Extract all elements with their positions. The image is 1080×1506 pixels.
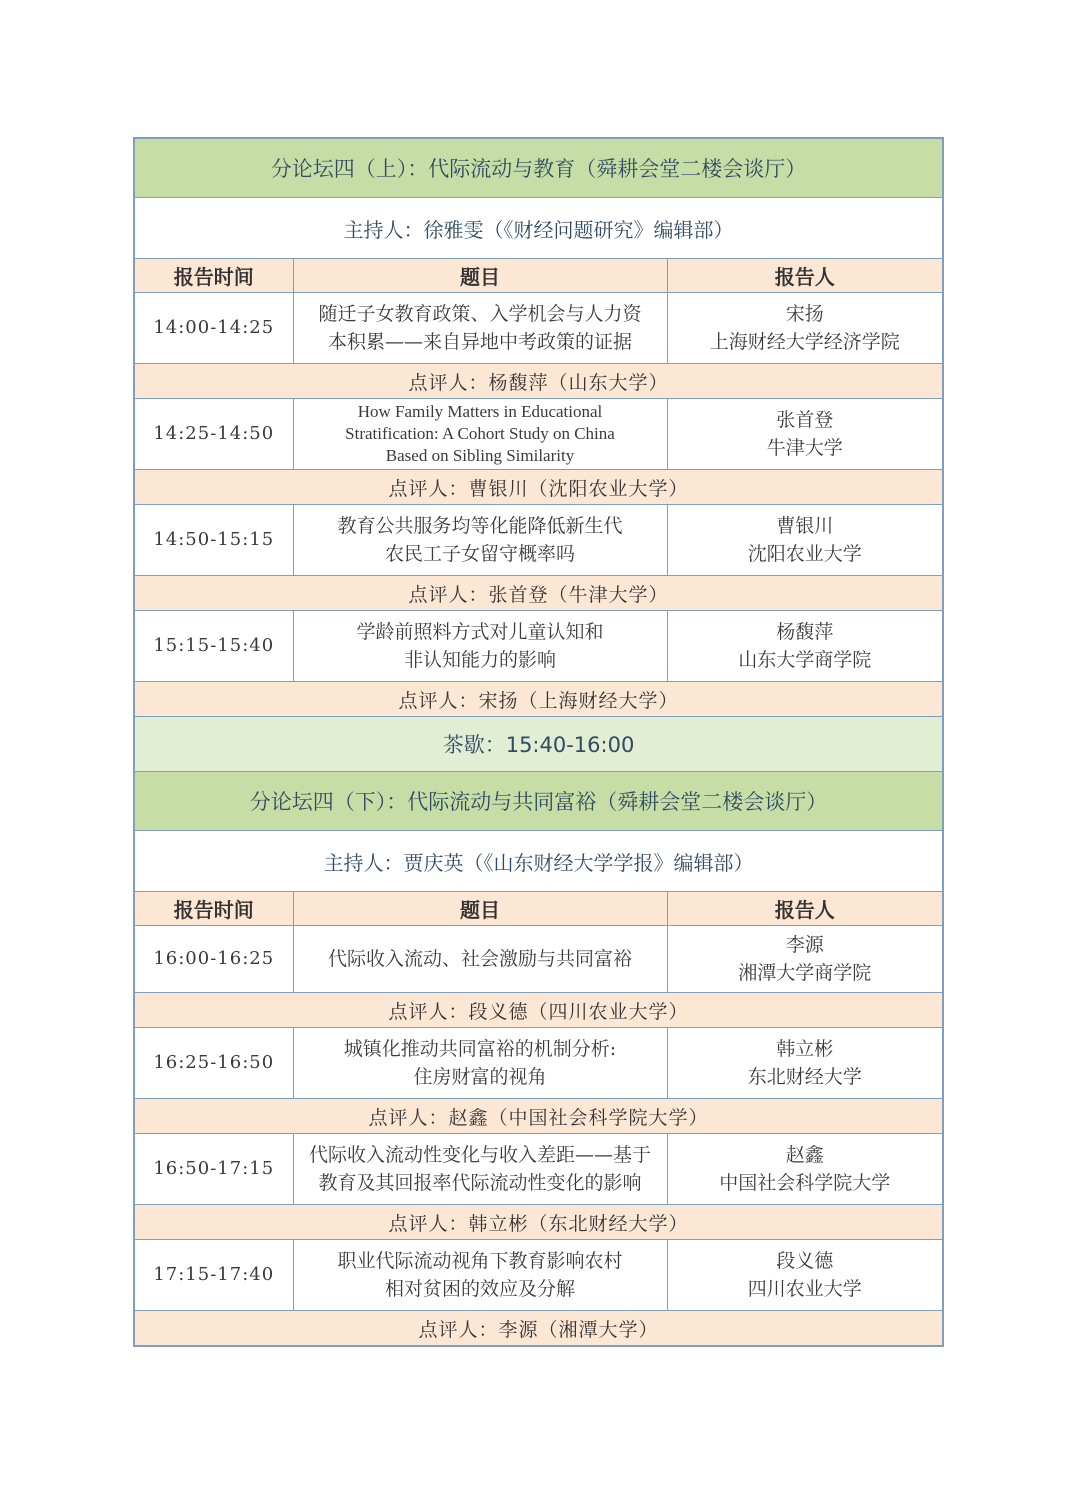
talk-row — [134, 1240, 943, 1311]
talk-title: 职业代际流动视角下教育影响农村 相对贫困的效应及分解 — [293, 1240, 667, 1311]
host-row — [134, 198, 943, 259]
talk-title: 代际收入流动性变化与收入差距——基于 教育及其回报率代际流动性变化的影响 — [293, 1134, 667, 1205]
speaker-name: 张首登 — [776, 409, 834, 431]
column-header-row — [134, 259, 943, 293]
talk-time: 14:25-14:50 — [134, 399, 293, 470]
tea-break: 茶歇：15:40-16:00 — [134, 717, 943, 772]
talk-title: 城镇化推动共同富裕的机制分析: 住房财富的视角 — [293, 1028, 667, 1099]
tea-break-row — [134, 717, 943, 772]
reviewer-row — [134, 576, 943, 611]
speaker-name: 李源 — [785, 934, 824, 956]
header-speaker: 报告人 — [667, 259, 943, 293]
talk-speaker — [667, 1240, 943, 1311]
talk-time: 16:50-17:15 — [134, 1134, 293, 1205]
forum-title-row — [134, 772, 943, 831]
talk-time: 15:15-15:40 — [134, 611, 293, 682]
speaker-name: 宋扬 — [785, 303, 824, 325]
header-time: 报告时间 — [134, 259, 293, 293]
talk-speaker — [667, 926, 943, 993]
reviewer-row — [134, 993, 943, 1028]
speaker-name: 赵鑫 — [785, 1144, 824, 1166]
talk-title: 教育公共服务均等化能降低新生代 农民工子女留守概率吗 — [293, 505, 667, 576]
speaker-affiliation: 山东大学商学院 — [738, 649, 872, 671]
forum-title: 分论坛四（上）：代际流动与教育（舜耕会堂二楼会谈厅） — [134, 138, 943, 198]
talk-speaker — [667, 399, 943, 470]
speaker-name: 韩立彬 — [776, 1038, 834, 1060]
speaker-affiliation: 牛津大学 — [766, 437, 843, 459]
header-speaker: 报告人 — [667, 892, 943, 926]
forum-title-row — [134, 138, 943, 198]
talk-title: 随迁子女教育政策、入学机会与人力资 本积累——来自异地中考政策的证据 — [293, 293, 667, 364]
reviewer-row — [134, 1205, 943, 1240]
reviewer-row — [134, 1099, 943, 1134]
speaker-affiliation: 东北财经大学 — [747, 1066, 862, 1088]
talk-row — [134, 293, 943, 364]
header-topic: 题目 — [293, 892, 667, 926]
schedule-table — [133, 137, 944, 1347]
reviewer: 点评人：段义德（四川农业大学） — [134, 993, 943, 1028]
talk-speaker — [667, 1028, 943, 1099]
host-row — [134, 831, 943, 892]
forum-title: 分论坛四（下）：代际流动与共同富裕（舜耕会堂二楼会谈厅） — [134, 772, 943, 831]
reviewer-row — [134, 682, 943, 717]
talk-speaker — [667, 1134, 943, 1205]
host-name: 主持人：贾庆英（《山东财经大学学报》编辑部） — [134, 831, 943, 892]
header-time: 报告时间 — [134, 892, 293, 926]
reviewer: 点评人：宋扬（上海财经大学） — [134, 682, 943, 717]
talk-row — [134, 399, 943, 470]
talk-time: 16:25-16:50 — [134, 1028, 293, 1099]
reviewer: 点评人：张首登（牛津大学） — [134, 576, 943, 611]
reviewer-row — [134, 364, 943, 399]
talk-time: 17:15-17:40 — [134, 1240, 293, 1311]
speaker-affiliation: 四川农业大学 — [747, 1278, 862, 1300]
speaker-name: 曹银川 — [776, 515, 834, 537]
talk-time: 16:00-16:25 — [134, 926, 293, 993]
reviewer-row — [134, 1311, 943, 1347]
talk-time: 14:50-15:15 — [134, 505, 293, 576]
speaker-affiliation: 沈阳农业大学 — [747, 543, 862, 565]
talk-time: 14:00-14:25 — [134, 293, 293, 364]
talk-row — [134, 611, 943, 682]
talk-row — [134, 1028, 943, 1099]
host-name: 主持人：徐雅雯（《财经问题研究》编辑部） — [134, 198, 943, 259]
reviewer: 点评人：曹银川（沈阳农业大学） — [134, 470, 943, 505]
reviewer: 点评人：赵鑫（中国社会科学院大学） — [134, 1099, 943, 1134]
header-topic: 题目 — [293, 259, 667, 293]
speaker-affiliation: 中国社会科学院大学 — [719, 1172, 891, 1194]
reviewer: 点评人：杨馥萍（山东大学） — [134, 364, 943, 399]
speaker-affiliation: 湘潭大学商学院 — [738, 962, 872, 984]
column-header-row — [134, 892, 943, 926]
talk-title: 学龄前照料方式对儿童认知和 非认知能力的影响 — [293, 611, 667, 682]
talk-speaker — [667, 293, 943, 364]
talk-speaker — [667, 505, 943, 576]
talk-speaker — [667, 611, 943, 682]
speaker-name: 杨馥萍 — [776, 621, 834, 643]
speaker-name: 段义德 — [776, 1250, 834, 1272]
talk-row — [134, 505, 943, 576]
talk-row — [134, 926, 943, 993]
reviewer-row — [134, 470, 943, 505]
talk-row — [134, 1134, 943, 1205]
speaker-affiliation: 上海财经大学经济学院 — [709, 331, 900, 353]
reviewer: 点评人：李源（湘潭大学） — [134, 1311, 943, 1347]
talk-title: How Family Matters in Educational Stratification: A Cohort Study on China Based on Sibling Similarity — [293, 399, 667, 470]
talk-title: 代际收入流动、社会激励与共同富裕 — [293, 926, 667, 993]
reviewer: 点评人：韩立彬（东北财经大学） — [134, 1205, 943, 1240]
